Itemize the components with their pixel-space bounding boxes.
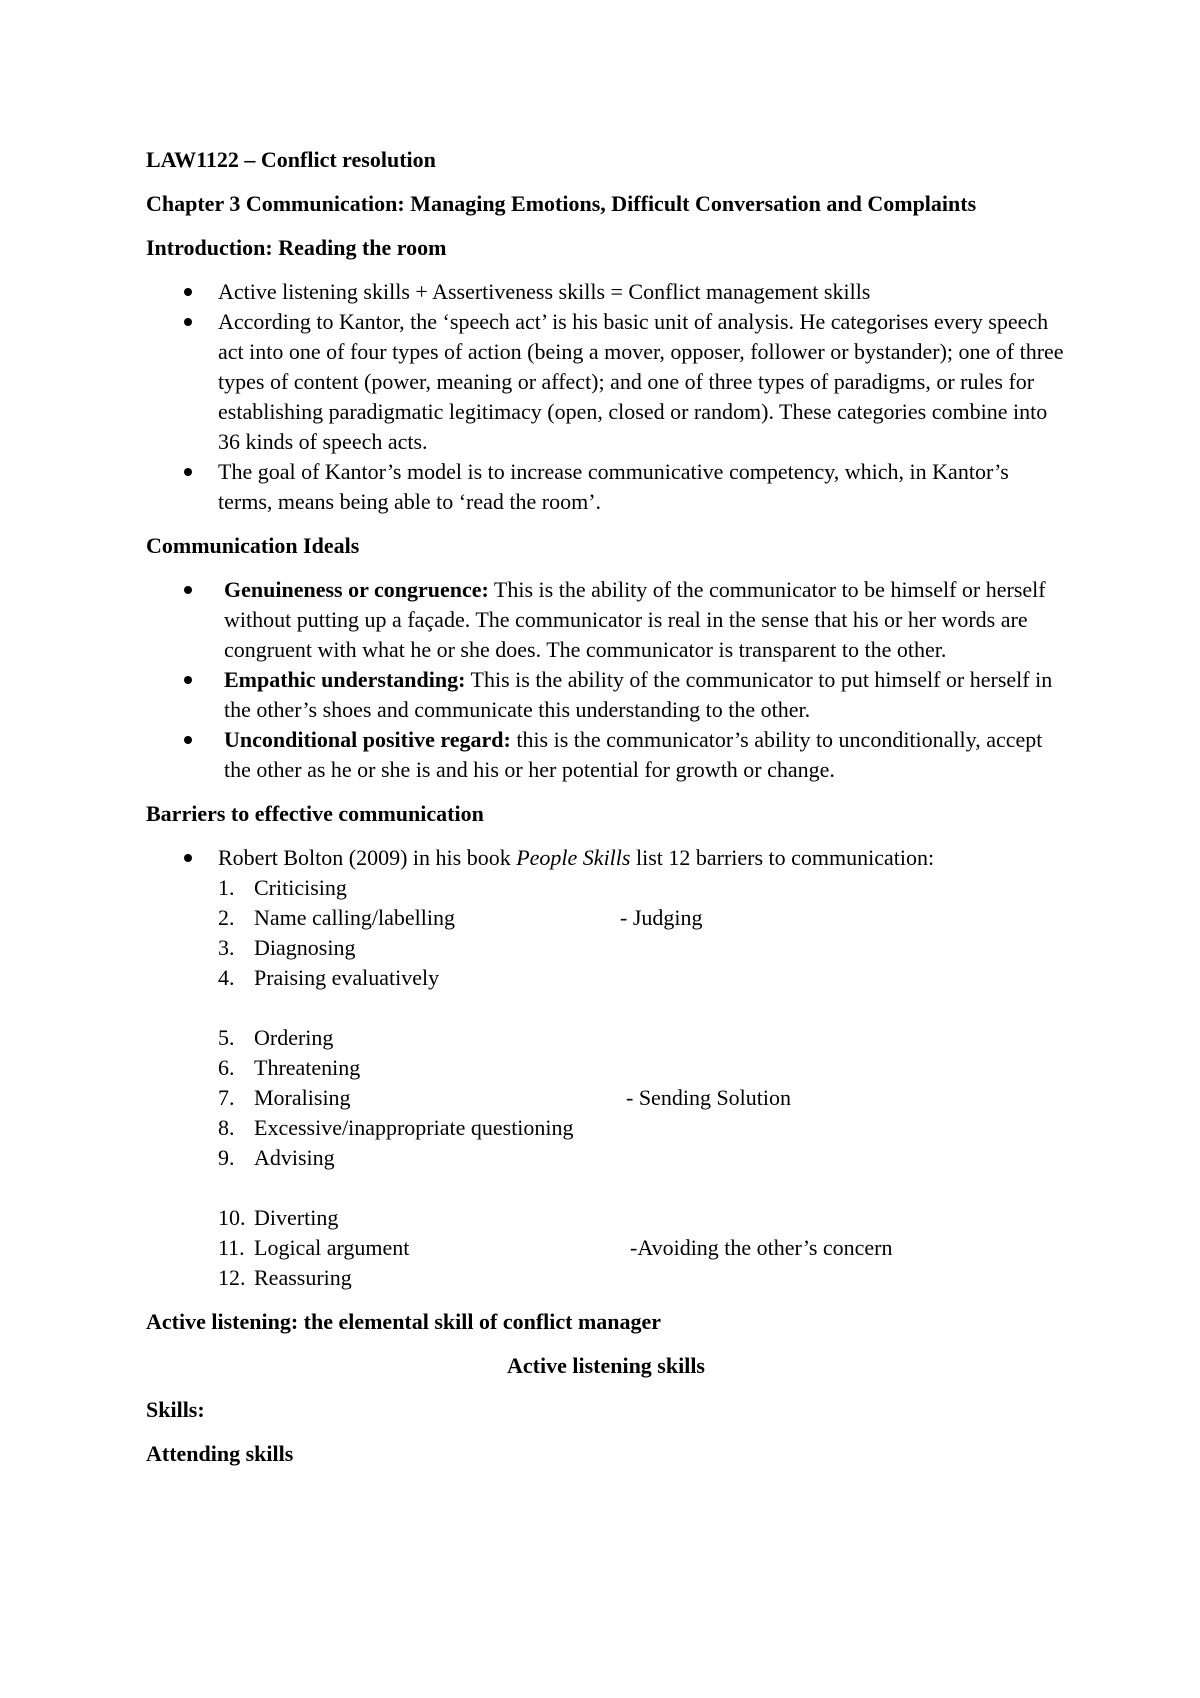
item-text: Threatening [254,1055,361,1080]
active-listening-heading: Active listening: the elemental skill of conflict manager [146,1309,662,1334]
bullet-text: According to Kantor, the ‘speech act’ is his basic unit of analysis. He categorises every speech act into one of four types of action (being a mover, opposer, follower or bystander); one of three types of content (power, meaning or affect); and one of three types of paradigms, or rules for establishing paradigmatic legitimacy (open, closed or random). These categories combine into 36 kinds of speech acts. [218,309,1064,454]
list-item [146,575,1066,665]
item-text: Diagnosing [254,935,356,960]
item-text: Name calling/labelling [254,905,455,930]
list-item [146,933,1066,963]
item-text: Advising [254,1145,335,1170]
item-number: 12. [218,1265,246,1290]
list-spacer [146,993,1066,1023]
item-number: 8. [218,1115,235,1140]
list-item [146,307,1066,457]
item-number: 4. [218,965,235,990]
group-label-avoiding: -Avoiding the other’s concern [630,1235,893,1260]
group-label-judging: - Judging [620,905,703,930]
item-number: 1. [218,875,235,900]
list-item [146,1263,1066,1293]
list-item [146,1083,1066,1113]
item-number: 5. [218,1025,235,1050]
group-label-sending-solution: - Sending Solution [626,1085,792,1110]
barriers-bullet-list [146,843,1066,873]
list-item [146,1143,1066,1173]
list-item [146,843,1066,873]
item-text: Reassuring [254,1265,352,1290]
item-text: Moralising [254,1085,351,1110]
ideal-text: this is the communicator’s ability to unconditionally, accept the other as he or she is and his or her potential for growth or change. [224,727,1043,782]
bullet-icon [184,468,192,476]
barriers-heading: Barriers to effective communication [146,801,484,826]
list-item [146,903,1066,933]
bullet-text: Active listening skills + Assertiveness skills = Conflict management skills [218,279,871,304]
ideal-term: Genuineness or congruence: [224,577,489,602]
list-spacer [146,1173,1066,1203]
list-item [146,1053,1066,1083]
attending-skills-label: Attending skills [146,1441,294,1466]
bullet-icon [184,676,192,684]
list-item [146,873,1066,903]
item-text: Ordering [254,1025,334,1050]
item-number: 7. [218,1085,235,1110]
list-item [146,665,1066,725]
ideal-text: This is the ability of the communicator to put himself or herself in the other’s shoes and communicate this understanding to the other. [224,667,1053,722]
barriers-intro-before: Robert Bolton (2009) in his book [218,845,517,870]
bullet-icon [184,586,192,594]
ideals-heading: Communication Ideals [146,533,360,558]
list-item [146,1023,1066,1053]
barriers-intro-after: list 12 barriers to communication: [630,845,935,870]
bullet-icon [184,318,192,326]
item-text: Criticising [254,875,347,900]
list-item [146,457,1066,517]
item-number: 9. [218,1145,235,1170]
item-number: 6. [218,1055,235,1080]
list-item [146,1113,1066,1143]
barriers-numbered-list [146,873,1066,1293]
intro-heading: Introduction: Reading the room [146,235,447,260]
list-item [146,1203,1066,1233]
book-title: People Skills [516,845,631,870]
item-text: Diverting [254,1205,339,1230]
list-item [146,963,1066,993]
list-item [146,725,1066,785]
bullet-icon [184,854,192,862]
item-number: 11. [218,1235,245,1260]
item-text: Logical argument [254,1235,410,1260]
ideal-text: This is the ability of the communicator to be himself or herself without putting up a façade. The communicator is real in the sense that his or her words are congruent with what he or she does. The communicator is transparent to the other. [224,577,1046,662]
item-number: 3. [218,935,235,960]
bullet-icon [184,736,192,744]
list-item [146,277,1066,307]
active-listening-subheading: Active listening skills [506,1353,705,1378]
list-item [146,1233,1066,1263]
ideal-term: Empathic understanding: [224,667,466,692]
ideal-term: Unconditional positive regard: [224,727,511,752]
item-number: 10. [218,1205,246,1230]
course-title: LAW1122 – Conflict resolution [146,147,436,172]
item-text: Praising evaluatively [254,965,440,990]
skills-label: Skills: [146,1397,205,1422]
chapter-title: Chapter 3 Communication: Managing Emotions, Difficult Conversation and Complaints [146,191,977,216]
document-content [146,145,1066,1483]
bullet-text: The goal of Kantor’s model is to increase communicative competency, which, in Kantor’s terms, means being able to ‘read the room’. [218,459,1009,514]
bullet-icon [184,288,192,296]
ideals-bullet-list [146,575,1066,785]
item-text: Excessive/inappropriate questioning [254,1115,574,1140]
intro-bullet-list [146,277,1066,517]
item-number: 2. [218,905,235,930]
